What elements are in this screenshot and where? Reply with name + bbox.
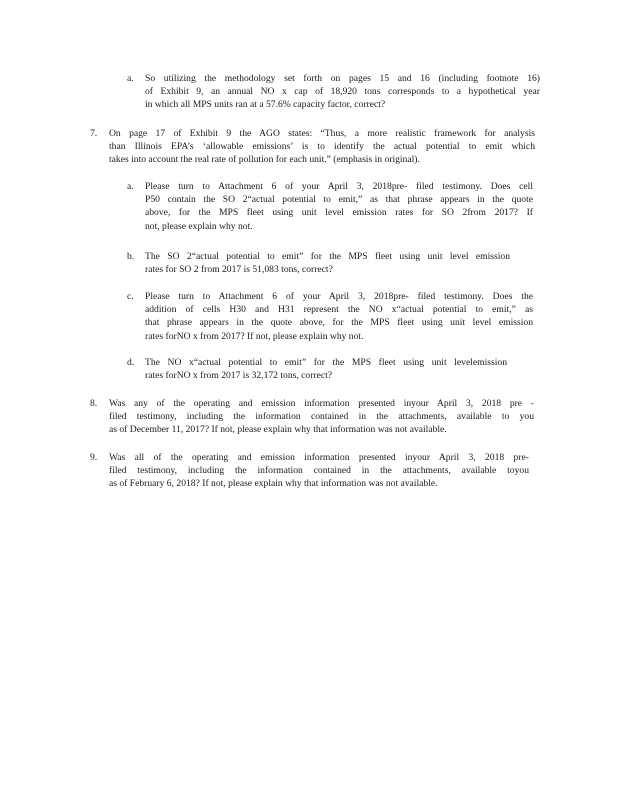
question-6a xyxy=(127,72,540,112)
text-line: as of December 11, 2017? If not, please explain why that information was not available. xyxy=(109,424,447,436)
question-7 xyxy=(90,127,535,167)
text-line: in which all MPS units ran at a 57.6% capacity factor, correct? xyxy=(145,99,386,111)
question-7b xyxy=(127,250,510,276)
item-marker: c. xyxy=(127,291,134,302)
question-7a xyxy=(127,180,533,233)
question-8 xyxy=(90,397,534,437)
question-9 xyxy=(90,451,529,491)
text-line: Please turn to Attachment 6 of your April 3, 2018pre- filed testimony. Does the xyxy=(145,291,533,302)
text-line: On page 17 of Exhibit 9 the AGO states: “Thus, a more realistic framework for analysis xyxy=(109,128,535,139)
item-marker: 7. xyxy=(90,128,98,139)
text-line: addition of cells H30 and H31 represent the NO x“actual potential to emit,” as xyxy=(145,304,533,316)
text-line: than Illinois EPA’s ‘allowable emissions’ is to identify the actual potential to emit which xyxy=(109,141,535,153)
text-line: of Exhibit 9, an annual NO x cap of 18,920 tons corresponds to a hypothetical year xyxy=(145,86,540,98)
item-marker: d. xyxy=(127,357,135,368)
text-line: The NO x“actual potential to emit” for the MPS fleet using unit levelemission xyxy=(145,357,507,368)
text-line: P50 contain the SO 2“actual potential to emit,” as that phrase appears in the quote xyxy=(145,194,533,206)
text-line: filed testimony, including the information contained in the attachments, available to you xyxy=(109,411,534,423)
text-line: rates for SO 2 from 2017 is 51,083 tons, correct? xyxy=(145,264,333,276)
text-line: that phrase appears in the quote above, for the MPS fleet using unit level emission xyxy=(145,317,533,329)
text-line: rates forNO x from 2017 is 32,172 tons, correct? xyxy=(145,370,333,382)
question-7c xyxy=(127,290,533,343)
text-line: Please turn to Attachment 6 of your April 3, 2018pre- filed testimony. Does cell xyxy=(145,181,533,192)
text-line: filed testimony, including the information contained in the attachments, available toyou xyxy=(109,465,529,477)
text-line: above, for the MPS fleet using unit level emission rates for SO 2from 2017? If xyxy=(145,207,533,219)
text-line: rates forNO x from 2017? If not, please explain why not. xyxy=(145,330,364,342)
text-line: as of February 6, 2018? If not, please explain why that information was not available. xyxy=(109,478,438,490)
text-line: Was all of the operating and emission information presented inyour April 3, 2018 pre- xyxy=(109,452,529,463)
text-line: not, please explain why not. xyxy=(145,220,253,232)
item-marker: 9. xyxy=(90,452,98,463)
text-line: The SO 2“actual potential to emit” for the MPS fleet using unit level emission xyxy=(145,251,510,262)
item-marker: a. xyxy=(127,73,134,84)
item-marker: a. xyxy=(127,181,134,192)
text-line: Was any of the operating and emission information presented inyour April 3, 2018 pre - xyxy=(109,398,534,409)
text-line: So utilizing the methodology set forth on pages 15 and 16 (including footnote 16) xyxy=(145,73,540,84)
item-marker: b. xyxy=(127,251,135,262)
question-7d xyxy=(127,356,507,382)
text-line: takes into account the real rate of pollution for each unit.” (emphasis in original). xyxy=(109,154,420,166)
item-marker: 8. xyxy=(90,398,98,409)
